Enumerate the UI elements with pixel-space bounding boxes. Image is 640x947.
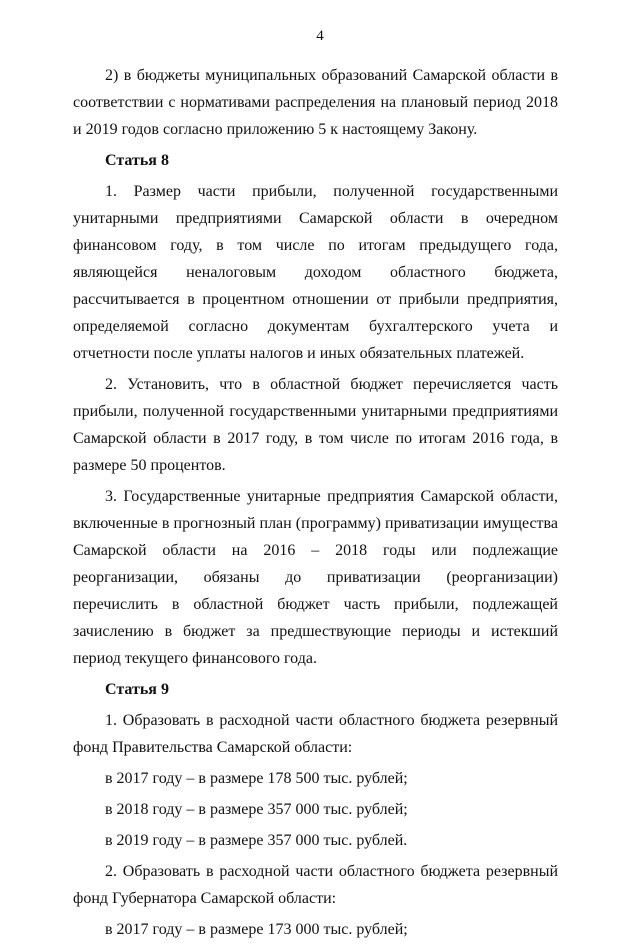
article-8-clause-1: 1. Размер части прибыли, полученной государственными унитарными предприятиями Самарской области в очередном финансовом году, в том числе по итогам предыдущего года, являющейся неналоговым доходом областного бюджета, рассчитывается в процентном отношении от прибыли предприятия, определяемой согласно документам бухгалтерского учета и отчетности после уплаты налогов и иных обязательных платежей. <box>73 183 558 362</box>
paragraph-budget-municipal: 2) в бюджеты муниципальных образований Самарской области в соответствии с нормативами распределения на плановый период 2018 и 2019 годов согласно приложению 5 к настоящему Закону. <box>73 67 558 138</box>
article-9-clause-2-year-2017: в 2017 году – в размере 173 000 тыс. рублей; <box>105 921 408 938</box>
article-8-clause-2: 2. Установить, что в областной бюджет перечисляется часть прибыли, полученной государственными унитарными предприятиями Самарской области в 2017 году, в том числе по итогам 2016 года, в размере 50 процентов. <box>73 376 558 474</box>
page-number: 4 <box>316 28 324 44</box>
article-9-clause-1: 1. Образовать в расходной части областного бюджета резервный фонд Правительства Самарской области: <box>73 712 558 756</box>
article-9-clause-1-year-2019: в 2019 году – в размере 357 000 тыс. рублей. <box>105 832 408 849</box>
document-body <box>73 62 558 947</box>
article-9-clause-2: 2. Образовать в расходной части областного бюджета резервный фонд Губернатора Самарской области: <box>73 863 558 907</box>
article-9-heading: Статья 9 <box>105 681 169 698</box>
article-8-clause-3: 3. Государственные унитарные предприятия Самарской области, включенные в прогнозный план (программу) приватизации имущества Самарской области на 2016 – 2018 годы или подлежащие реорганизации, обязаны до приватизации (реорганизации) перечислить в областной бюджет часть прибыли, подлежащей зачислению в бюджет за предшествующие периоды и истекший период текущего финансового года. <box>73 488 558 667</box>
article-9-clause-1-year-2017: в 2017 году – в размере 178 500 тыс. рублей; <box>105 770 408 787</box>
article-8-heading: Статья 8 <box>105 152 169 169</box>
article-9-clause-1-year-2018: в 2018 году – в размере 357 000 тыс. рублей; <box>105 801 408 818</box>
